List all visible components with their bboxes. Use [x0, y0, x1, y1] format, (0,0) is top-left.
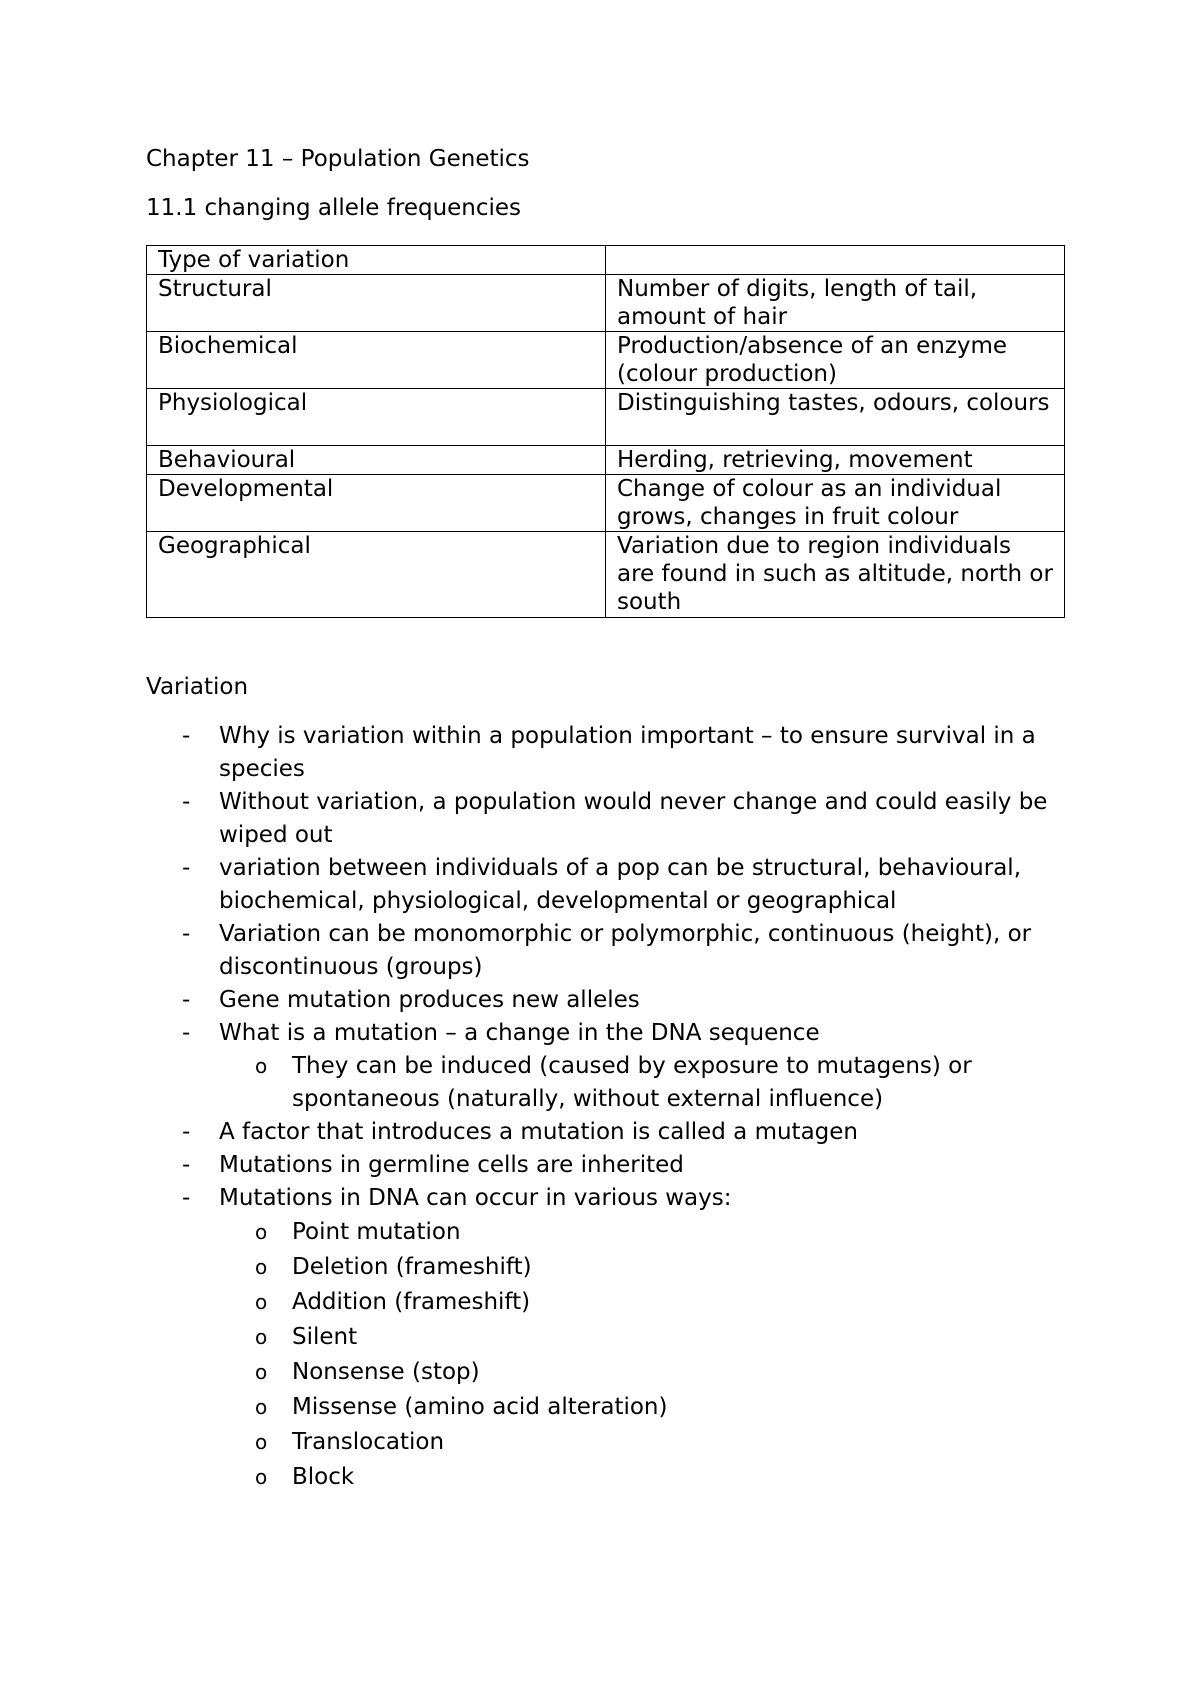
- table-cell-type: Biochemical: [147, 332, 606, 389]
- sub-list-item-text: Translocation: [292, 1429, 445, 1455]
- list-item: [146, 1182, 1066, 1495]
- table-row: [147, 389, 1065, 446]
- table-cell-example: Variation due to region individuals are found in such as altitude, north or south: [606, 532, 1065, 618]
- sub-list-item-text: Deletion (frameshift): [292, 1254, 532, 1280]
- table-cell-type: Physiological: [147, 389, 606, 446]
- table-cell-example: Distinguishing tastes, odours, colours: [606, 389, 1065, 446]
- page-title: Chapter 11 – Population Genetics: [146, 146, 530, 172]
- list-item-text: Why is variation within a population important – to ensure survival in a species: [219, 723, 1036, 782]
- section-subtitle: 11.1 changing allele frequencies: [146, 195, 522, 221]
- circle-bullet-icon: o: [255, 1290, 268, 1314]
- list-item-text: Mutations in germline cells are inherited: [219, 1152, 684, 1178]
- list-item-text: A factor that introduces a mutation is called a mutagen: [219, 1119, 858, 1145]
- sub-list-item: [219, 1285, 1066, 1320]
- circle-bullet-icon: o: [255, 1360, 268, 1384]
- table-header-row: [147, 246, 1065, 275]
- table-cell-type: Behavioural: [147, 446, 606, 475]
- sub-list-item-text: Missense (amino acid alteration): [292, 1394, 668, 1420]
- table-row: [147, 446, 1065, 475]
- sub-list-item: [219, 1355, 1066, 1390]
- table-row: [147, 475, 1065, 532]
- circle-bullet-icon: o: [255, 1395, 268, 1419]
- list-item: [146, 984, 1066, 1017]
- dash-bullet-icon: -: [182, 1152, 191, 1178]
- list-item: [146, 852, 1066, 918]
- list-item-text: What is a mutation – a change in the DNA sequence: [219, 1020, 820, 1046]
- table-row: [147, 275, 1065, 332]
- list-item-text: Without variation, a population would never change and could easily be wiped out: [219, 789, 1048, 848]
- list-item: [146, 918, 1066, 984]
- circle-bullet-icon: o: [255, 1325, 268, 1349]
- circle-bullet-icon: o: [255, 1054, 268, 1078]
- table-cell-type: Developmental: [147, 475, 606, 532]
- mutation-types-list: [219, 1215, 1066, 1495]
- variation-types-table: [146, 245, 1065, 618]
- table-header-cell: Type of variation: [147, 246, 606, 275]
- table-header-cell: [606, 246, 1065, 275]
- list-item: [146, 1149, 1066, 1182]
- mutation-subpoint-list: [219, 1050, 1066, 1116]
- table-cell-example: Change of colour as an individual grows, changes in fruit colour: [606, 475, 1065, 532]
- list-item-text: Gene mutation produces new alleles: [219, 987, 640, 1013]
- list-item: [146, 786, 1066, 852]
- sub-list-item: [219, 1250, 1066, 1285]
- table-cell-example: Number of digits, length of tail, amount of hair: [606, 275, 1065, 332]
- dash-bullet-icon: -: [182, 1020, 191, 1046]
- sub-list-item-text: Silent: [292, 1324, 358, 1350]
- dash-bullet-icon: -: [182, 921, 191, 947]
- sub-list-item-text: Block: [292, 1464, 355, 1490]
- list-item: [146, 720, 1066, 786]
- circle-bullet-icon: o: [255, 1465, 268, 1489]
- circle-bullet-icon: o: [255, 1255, 268, 1279]
- sub-list-item-text: Nonsense (stop): [292, 1359, 480, 1385]
- sub-list-item: [219, 1390, 1066, 1425]
- table-cell-example: Production/absence of an enzyme (colour production): [606, 332, 1065, 389]
- circle-bullet-icon: o: [255, 1430, 268, 1454]
- sub-list-item: [219, 1425, 1066, 1460]
- table-cell-type: Geographical: [147, 532, 606, 618]
- dash-bullet-icon: -: [182, 1119, 191, 1145]
- table-cell-example: Herding, retrieving, movement: [606, 446, 1065, 475]
- sub-list-item: [219, 1460, 1066, 1495]
- list-item-text: variation between individuals of a pop can be structural, behavioural, biochemical, physiological, developmental or geographical: [219, 855, 1022, 914]
- dash-bullet-icon: -: [182, 723, 191, 749]
- sub-list-item-text: They can be induced (caused by exposure to mutagens) or spontaneous (naturally, without external influence): [292, 1053, 972, 1112]
- dash-bullet-icon: -: [182, 987, 191, 1013]
- variation-heading: Variation: [146, 674, 249, 700]
- circle-bullet-icon: o: [255, 1220, 268, 1244]
- sub-list-item-text: Point mutation: [292, 1219, 461, 1245]
- sub-list-item: [219, 1320, 1066, 1355]
- list-item-text: Variation can be monomorphic or polymorphic, continuous (height), or discontinuous (groups): [219, 921, 1032, 980]
- list-item: [146, 1017, 1066, 1116]
- sub-list-item: [219, 1050, 1066, 1116]
- dash-bullet-icon: -: [182, 789, 191, 815]
- dash-bullet-icon: -: [182, 1185, 191, 1211]
- table-cell-type: Structural: [147, 275, 606, 332]
- sub-list-item-text: Addition (frameshift): [292, 1289, 531, 1315]
- list-item-text: Mutations in DNA can occur in various ways:: [219, 1185, 732, 1211]
- dash-bullet-icon: -: [182, 855, 191, 881]
- sub-list-item: [219, 1215, 1066, 1250]
- variation-bullet-list: [146, 720, 1066, 1495]
- table-row: [147, 332, 1065, 389]
- table-row: [147, 532, 1065, 618]
- list-item: [146, 1116, 1066, 1149]
